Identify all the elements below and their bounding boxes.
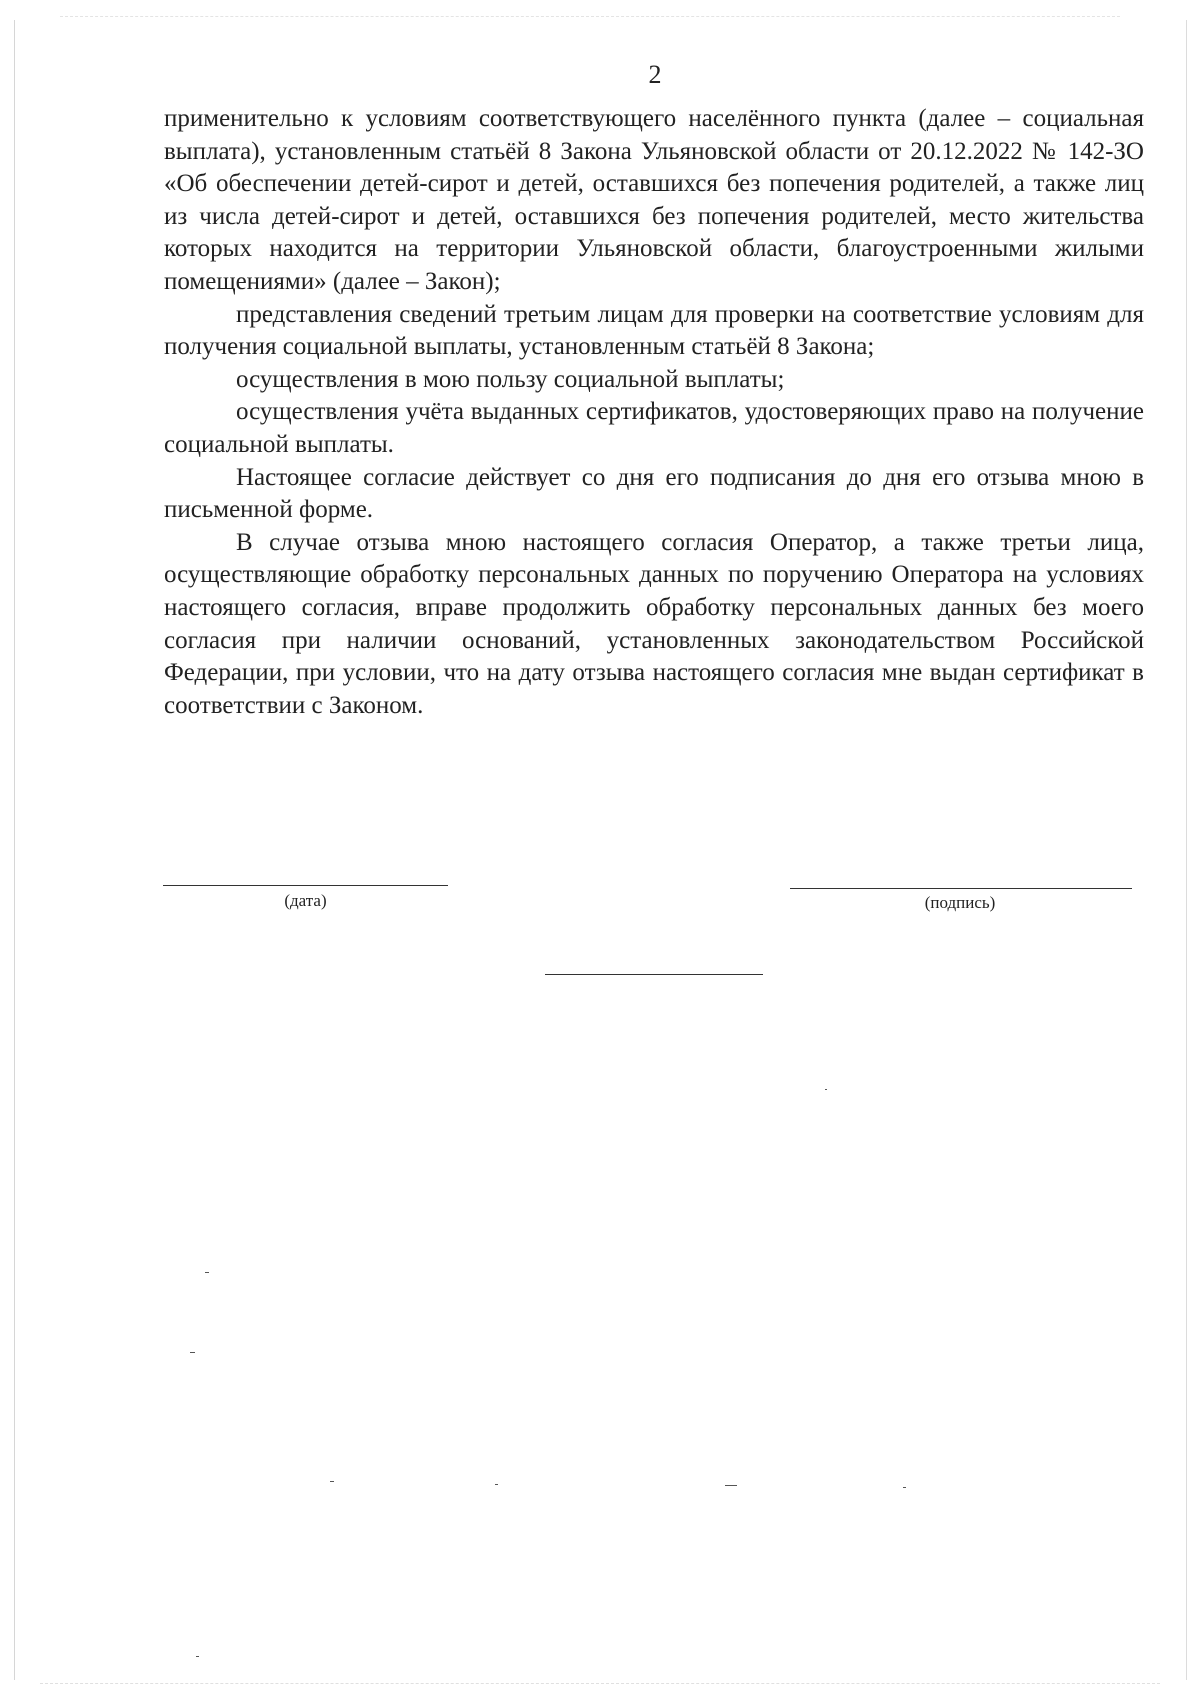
scan-speck <box>903 1487 906 1488</box>
paragraph-validity: Настоящее согласие действует со дня его подписания до дня его отзыва мною в письменной форме. <box>164 463 1144 524</box>
paragraph-third-parties: представления сведений третьим лицам для проверки на соответствие условиям для получения социальной выплаты, установленным статьёй 8 Закона; <box>164 300 1144 361</box>
scan-speck <box>495 1484 498 1485</box>
scan-border-top <box>60 16 1120 18</box>
paragraph-withdrawal: В случае отзыва мною настоящего согласия Оператор, а также третьи лица, осуществляющие обработку персональных данных по поручению Оператора на условиях настоящего согласия, вправе продолжить обработку персональных данных без моего согласия при наличии оснований, установленных законодательством Российской Федерации, при условии, что на дату отзыва настоящего согласия мне выдан сертификат в соответствии с Законом. <box>164 528 1144 719</box>
document-body <box>164 103 1144 722</box>
paragraph-purpose-continuation: применительно к условиям соответствующего населённого пункта (далее – социальная выплата), установленным статьёй 8 Закона Ульяновской области от 20.12.2022 № 142-ЗО «Об обеспечении детей-сирот и детей, оставшихся без попечения родителей, а также лиц из числа детей-сирот и детей, оставшихся без попечения родителей, место жительства которых находится на территории Ульяновской области, благоустроенными жилыми помещениями» (далее – Закон); <box>164 105 1144 295</box>
scan-border-left <box>14 20 15 1680</box>
paragraph-payment: осуществления в мою пользу социальной выплаты; <box>236 365 785 393</box>
scan-speck <box>205 1272 209 1273</box>
end-of-document-rule <box>545 974 763 975</box>
scan-border-bottom <box>40 1683 1160 1685</box>
scan-border-right <box>1186 20 1187 1680</box>
scan-speck <box>190 1352 195 1353</box>
scan-speck <box>330 1481 334 1482</box>
date-line <box>163 885 448 886</box>
scan-speck <box>196 1656 199 1657</box>
signature-caption: (подпись) <box>924 893 996 912</box>
signature-line <box>790 888 1132 889</box>
page-number: 2 <box>648 60 662 89</box>
date-caption: (дата) <box>284 891 327 910</box>
paragraph-certificates: осуществления учёта выданных сертификатов, удостоверяющих право на получение социальной выплаты. <box>164 398 1144 458</box>
scan-speck <box>725 1485 737 1486</box>
scan-speck <box>825 1089 827 1090</box>
